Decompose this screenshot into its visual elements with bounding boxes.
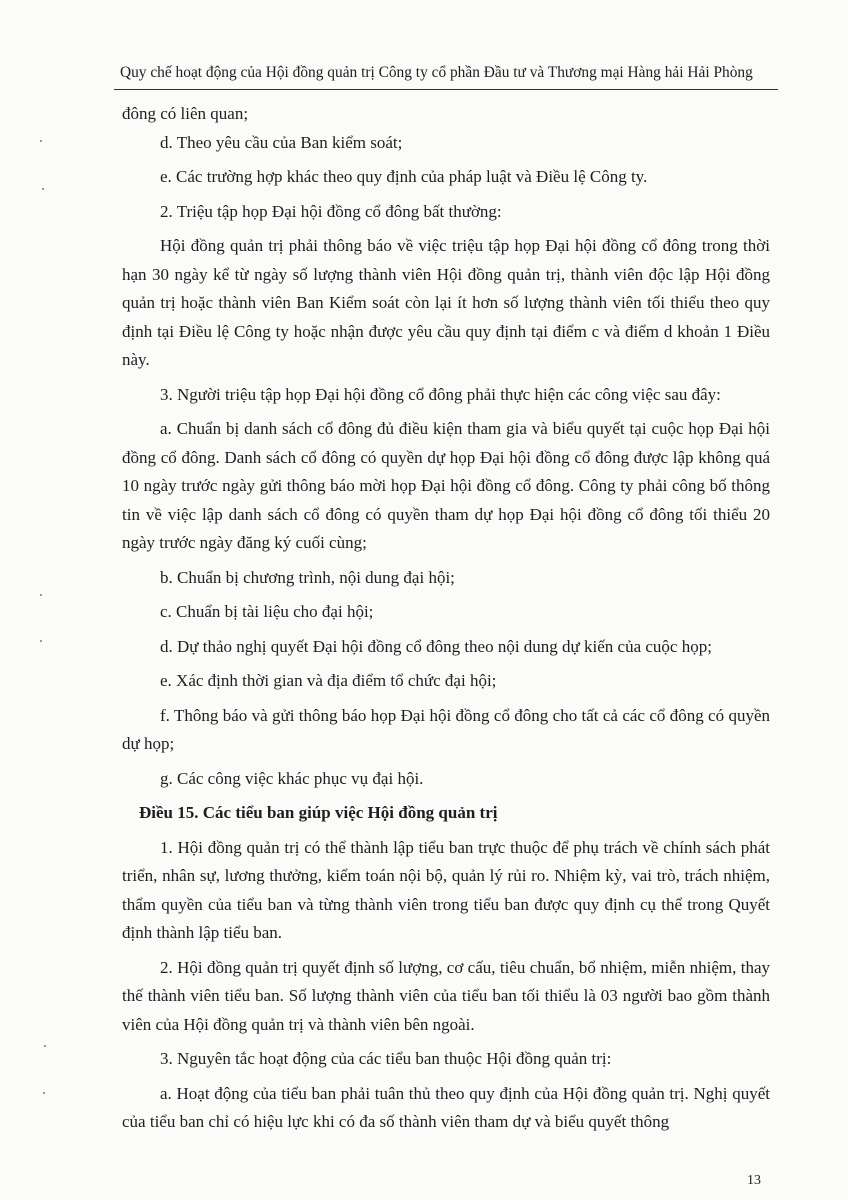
- scan-speck: [40, 140, 42, 142]
- clause-3-item-b: b. Chuẩn bị chương trình, nội dung đại hội;: [160, 567, 455, 587]
- clause-3-item-c: c. Chuẩn bị tài liệu cho đại hội;: [160, 602, 374, 621]
- article-15-clause-3: 3. Nguyên tắc hoạt động của các tiểu ban thuộc Hội đồng quản trị:: [160, 1049, 612, 1068]
- page-number: 13: [747, 1173, 761, 1188]
- header-rule: [114, 89, 778, 90]
- scan-speck: [43, 1092, 45, 1094]
- scan-speck: [40, 594, 42, 596]
- clause-2-text: Hội đồng quản trị phải thông báo về việc triệu tập họp Đại hội đồng cổ đông trong thời hạn 30 ngày kể từ ngày số lượng thành viên Hội đồng quản trị, thành viên độc lập Hội đồng quản trị hoặc thành viên Ban Kiểm soát còn lại ít hơn số lượng thành viên tối thiểu theo quy định tại Điều lệ Công ty hoặc nhận được yêu cầu quy định tại điểm c và điểm d khoản 1 Điều này.: [122, 236, 770, 369]
- clause-3-item-g: g. Các công việc khác phục vụ đại hội.: [160, 768, 424, 788]
- scan-speck: [42, 188, 44, 190]
- list-item-1d: d. Theo yêu cầu của Ban kiểm soát;: [160, 132, 403, 152]
- list-item-1e: e. Các trường hợp khác theo quy định của pháp luật và Điều lệ Công ty.: [160, 167, 648, 186]
- paragraph-continuation: đông có liên quan;: [122, 104, 249, 123]
- running-header: Quy chế hoạt động của Hội đồng quản trị Công ty cổ phần Đầu tư và Thương mại Hàng hải Hải Phòng: [120, 64, 753, 81]
- clause-3-item-a: a. Chuẩn bị danh sách cổ đông đủ điều kiện tham gia và biểu quyết tại cuộc họp Đại hội đồng cổ đông. Danh sách cổ đông có quyền dự họp Đại hội đồng cổ đông được lập không quá 10 ngày trước ngày gửi thông báo mời họp Đại hội đồng cổ đông. Công ty phải công bố thông tin về việc lập danh sách cổ đông có quyền tham dự họp Đại hội đồng cổ đông tối thiểu 20 ngày trước ngày đăng ký cuối cùng;: [122, 419, 770, 552]
- clause-3-item-e: e. Xác định thời gian và địa điểm tổ chức đại hội;: [160, 671, 497, 690]
- article-15-heading: Điều 15. Các tiểu ban giúp việc Hội đồng quản trị: [139, 803, 498, 822]
- clause-3-item-d: d. Dự thảo nghị quyết Đại hội đồng cổ đông theo nội dung dự kiến của cuộc họp;: [160, 636, 712, 656]
- document-body: [122, 100, 770, 1143]
- clause-2-title: 2. Triệu tập họp Đại hội đồng cổ đông bất thường:: [160, 201, 502, 221]
- article-15-clause-2: 2. Hội đồng quản trị quyết định số lượng, cơ cấu, tiêu chuẩn, bổ nhiệm, miễn nhiệm, thay thế thành viên tiểu ban. Số lượng thành viên của tiểu ban tối thiểu là 03 người bao gồm thành viên của Hội đồng quản trị và thành viên bên ngoài.: [122, 957, 770, 1034]
- article-15-clause-3-item-a: a. Hoạt động của tiểu ban phải tuân thủ theo quy định của Hội đồng quản trị. Nghị quyết của tiểu ban chỉ có hiệu lực khi có đa số thành viên tham dự và biểu quyết thông: [122, 1083, 770, 1131]
- clause-3-item-f: f. Thông báo và gửi thông báo họp Đại hội đồng cổ đông cho tất cả các cổ đông có quyền dự họp;: [122, 705, 770, 753]
- clause-3-title: 3. Người triệu tập họp Đại hội đồng cổ đông phải thực hiện các công việc sau đây:: [160, 384, 721, 404]
- scan-speck: [44, 1045, 46, 1047]
- scan-speck: [40, 640, 42, 642]
- article-15-clause-1: 1. Hội đồng quản trị có thể thành lập tiểu ban trực thuộc để phụ trách về chính sách phát triển, nhân sự, lương thưởng, kiểm toán nội bộ, quản lý rủi ro. Nhiệm kỳ, vai trò, trách nhiệm, thẩm quyền của tiểu ban và từng thành viên trong tiểu ban được quy định cụ thể trong Quyết định thành lập tiểu ban.: [122, 837, 770, 942]
